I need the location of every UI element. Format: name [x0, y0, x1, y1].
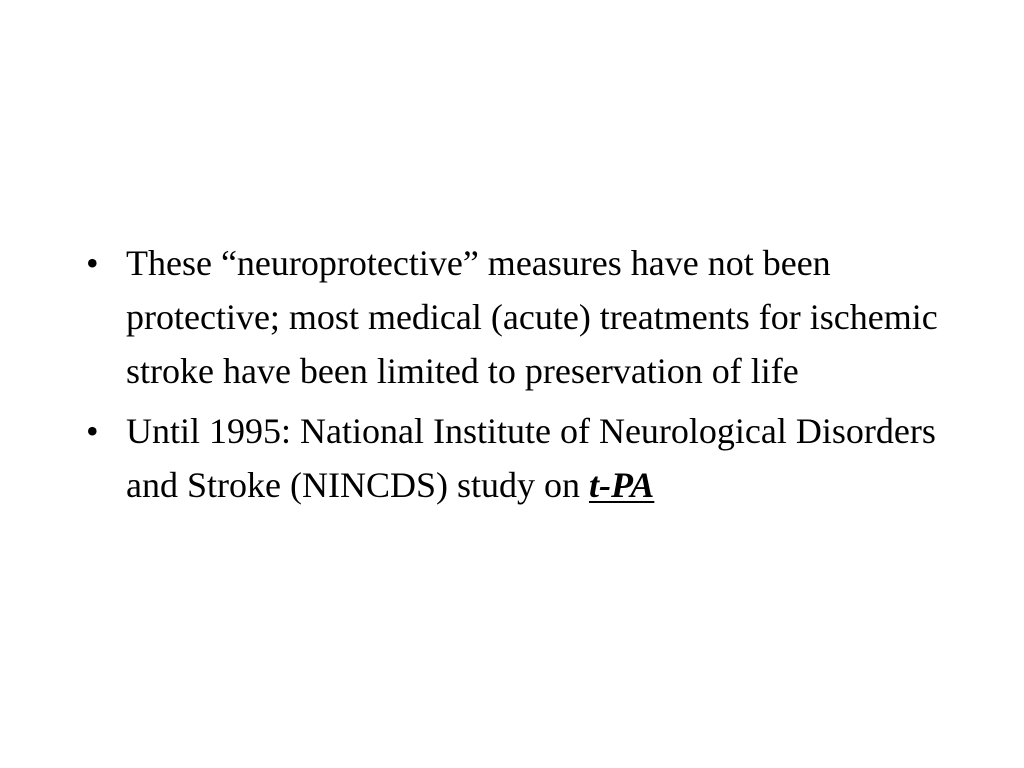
bullet-dot-icon: •	[86, 411, 99, 451]
bullet-dot-icon: •	[86, 243, 99, 283]
bullet-item-ninds-study	[86, 404, 946, 512]
tpa-emphasis: t-PA	[588, 465, 655, 505]
bullet-text: Until 1995: National Institute of Neurological Disorders and Stroke (NINCDS) study on	[126, 411, 936, 505]
bullet-list	[86, 236, 946, 518]
bullet-text: These “neuroprotective” measures have not been protective; most medical (acute) treatments for ischemic stroke have been limited to preservation of life	[126, 243, 938, 391]
bullet-item-neuroprotective	[86, 236, 946, 398]
